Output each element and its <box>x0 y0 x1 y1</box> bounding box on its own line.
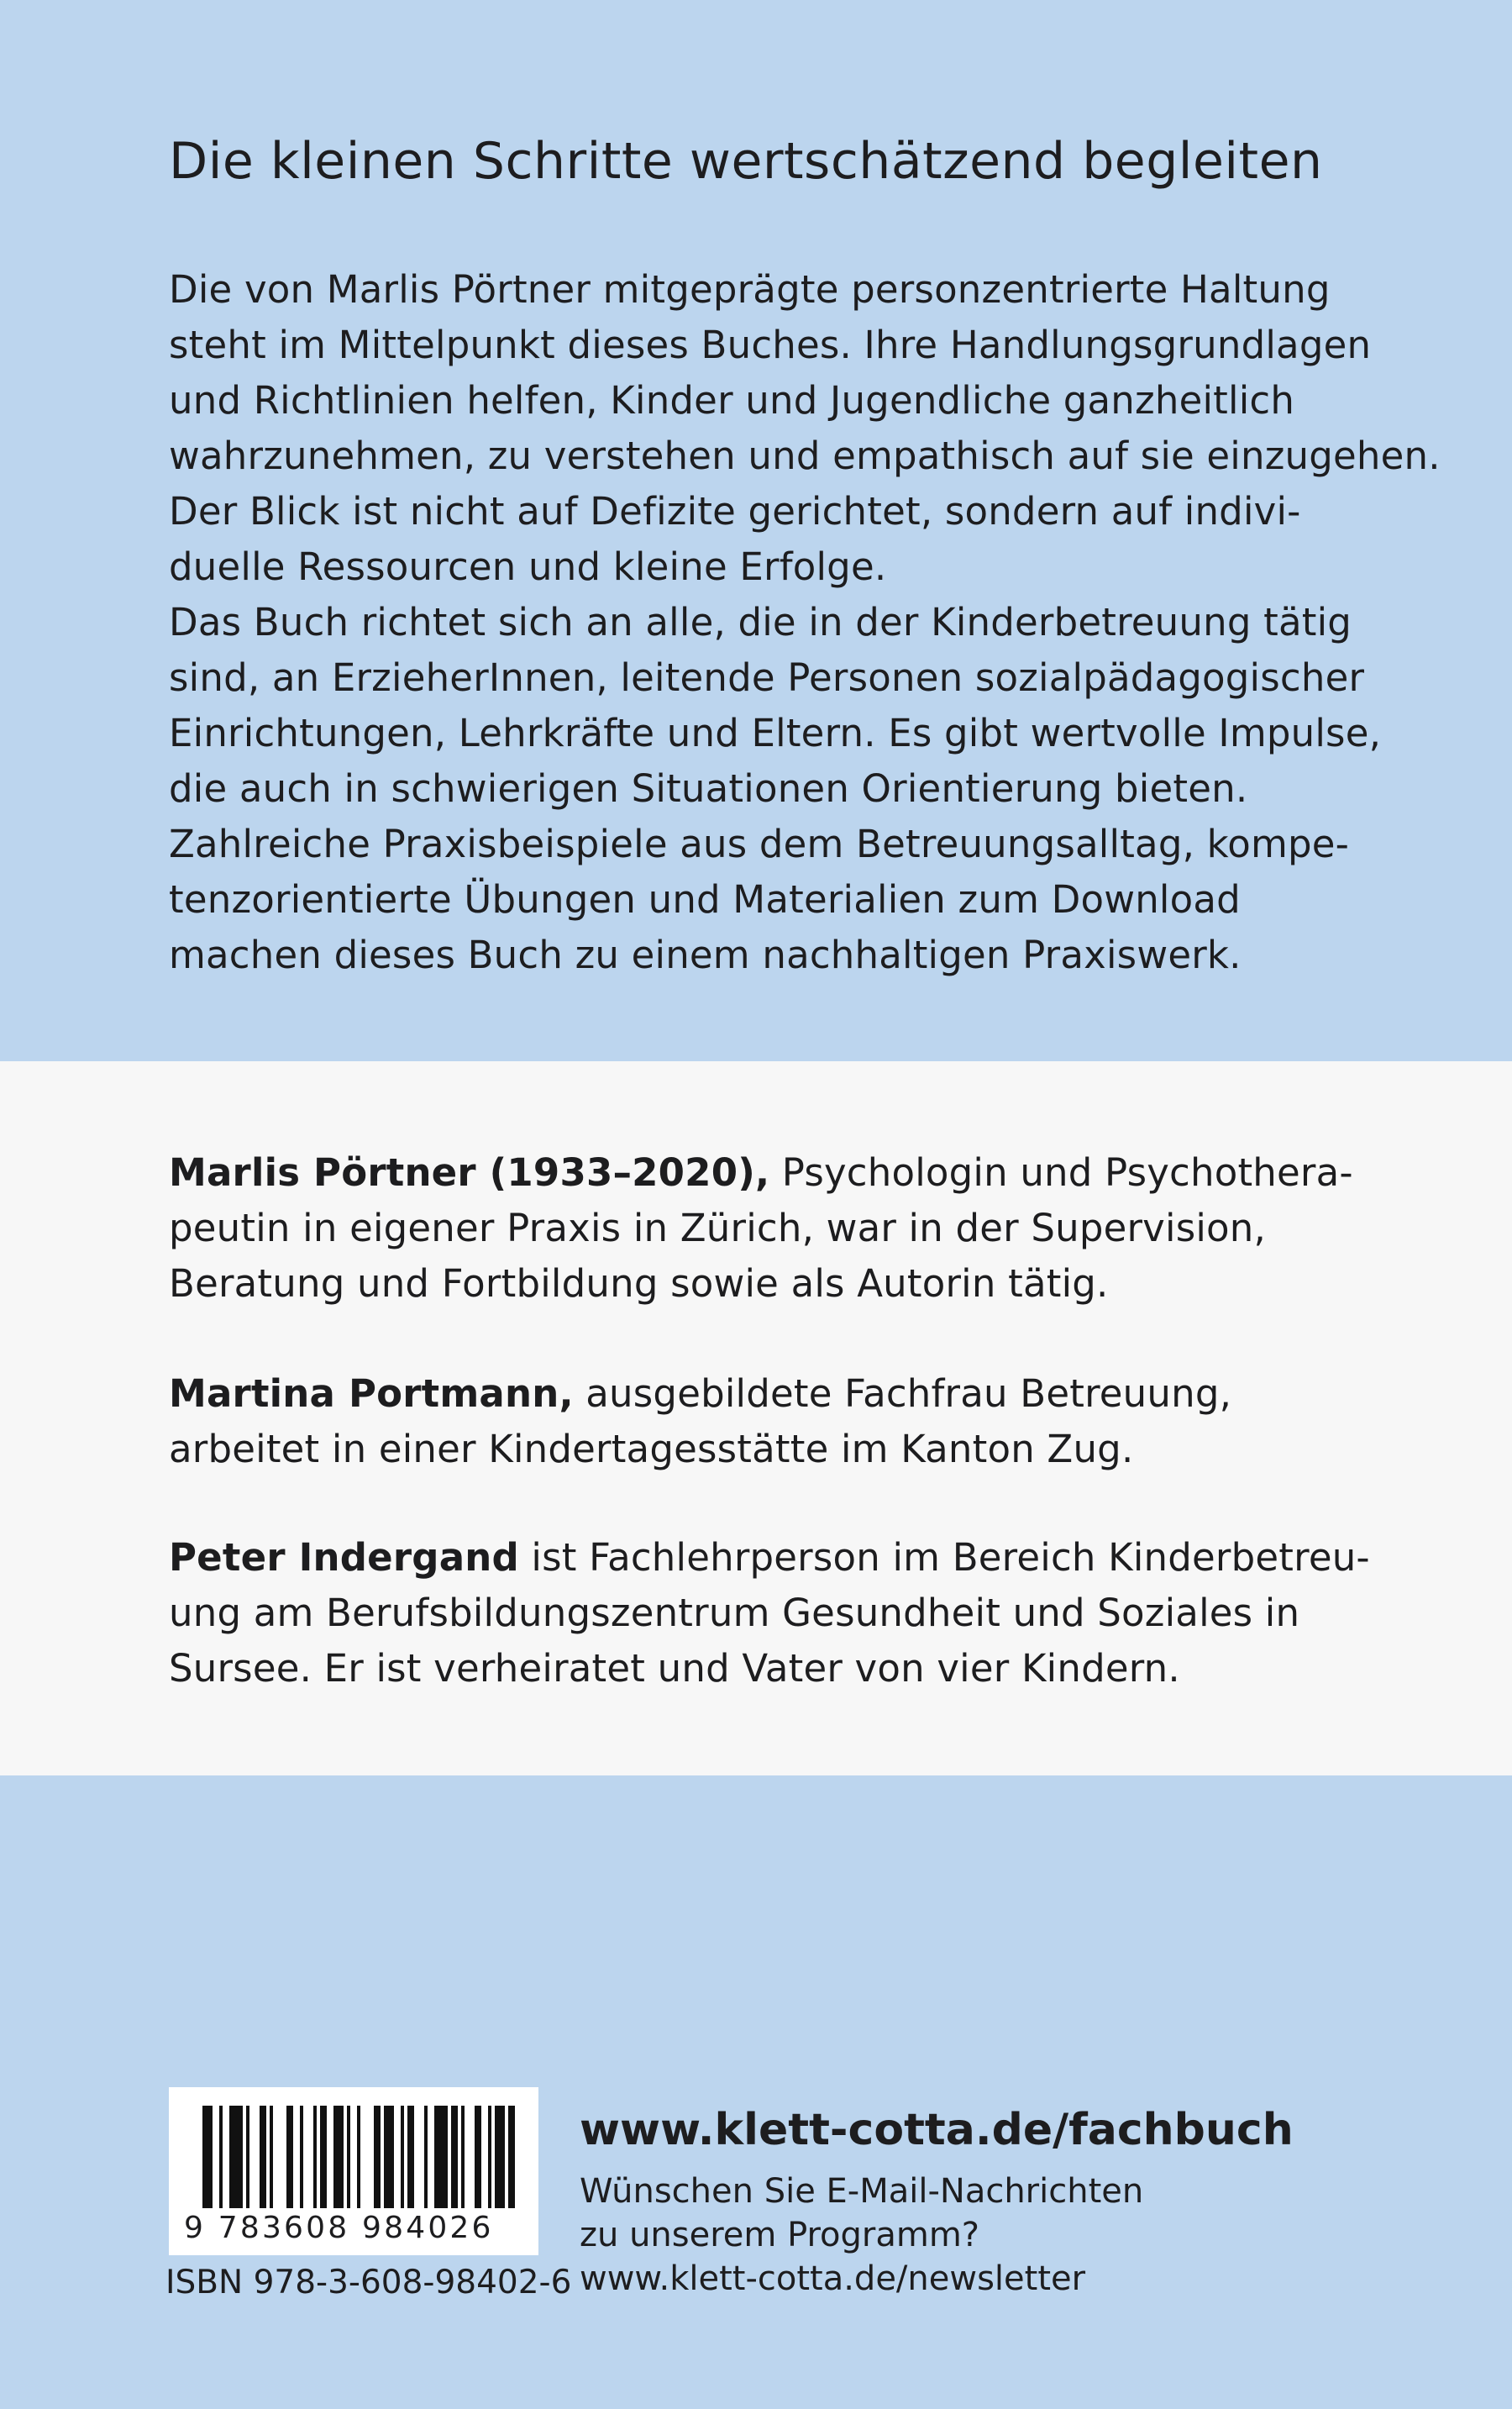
newsletter-text: zu unserem Programm? <box>580 2216 980 2254</box>
blurb-line: wahrzunehmen, zu verstehen und empathisch auf sie einzugehen. <box>169 434 1441 478</box>
barcode-bar <box>508 2106 515 2208</box>
blurb-line: machen dieses Buch zu einem nachhaltigen Praxiswerk. <box>169 933 1242 977</box>
barcode-bar <box>451 2106 458 2208</box>
author-bio-indergand <box>169 1530 1395 1696</box>
barcode-bar <box>260 2106 266 2208</box>
author-bio-line: Sursee. Er ist verheiratet und Vater von vier Kindern. <box>169 1646 1180 1691</box>
author-bio-text: Psychologin und Psychothera- <box>769 1150 1353 1195</box>
book-headline: Die kleinen Schritte wertschätzend begleiten <box>169 132 1323 191</box>
blurb-line: Das Buch richtet sich an alle, die in der Kinderbetreuung tätig <box>169 600 1352 644</box>
blurb-line: tenzorientierte Übungen und Materialien zum Download <box>169 877 1241 922</box>
barcode-bar <box>347 2106 350 2208</box>
author-name: Marlis Pörtner (1933–2020), <box>169 1150 770 1195</box>
author-bio-portmann <box>169 1366 1395 1477</box>
barcode-bar <box>461 2106 465 2208</box>
blurb-line: Die von Marlis Pörtner mitgeprägte personzentrierte Haltung <box>169 267 1331 312</box>
barcode-bar <box>229 2106 243 2208</box>
author-bio-line: ung am Berufsbildungszentrum Gesundheit und Soziales in <box>169 1591 1300 1635</box>
barcode-bar <box>475 2106 481 2208</box>
author-name: Martina Portmann, <box>169 1371 574 1416</box>
blurb-line: Zahlreiche Praxisbeispiele aus dem Betreuungsalltag, kompe- <box>169 822 1350 866</box>
author-bio-line: arbeitet in einer Kindertagesstätte im Kanton Zug. <box>169 1427 1134 1471</box>
barcode-bar <box>434 2106 448 2208</box>
isbn-number: ISBN 978-3-608-98402-6 <box>165 2264 572 2301</box>
blurb-line: die auch in schwierigen Situationen Orientierung bieten. <box>169 766 1248 811</box>
author-bio-text: ist Fachlehrperson im Bereich Kinderbetreu- <box>518 1535 1370 1580</box>
author-bio-text: ausgebildete Fachfrau Betreuung, <box>573 1371 1232 1416</box>
blurb-line: sind, an ErzieherInnen, leitende Personen sozialpädagogischer <box>169 655 1365 700</box>
barcode-bar <box>246 2106 249 2208</box>
barcode <box>169 2087 538 2255</box>
author-bio-line: peutin in eigener Praxis in Zürich, war in der Supervision, <box>169 1206 1267 1250</box>
newsletter-link[interactable]: www.klett-cotta.de/newsletter <box>580 2259 1086 2298</box>
barcode-bar <box>300 2106 303 2208</box>
author-name: Peter Indergand <box>169 1535 519 1580</box>
barcode-bar <box>357 2106 360 2208</box>
barcode-bar <box>270 2106 273 2208</box>
newsletter-text: Wünschen Sie E-Mail-Nachrichten <box>580 2172 1144 2211</box>
blurb-line: duelle Ressourcen und kleine Erfolge. <box>169 544 887 589</box>
barcode-bar <box>219 2106 223 2208</box>
barcode-bar <box>202 2106 213 2208</box>
blurb-text <box>169 262 1441 983</box>
barcode-bar <box>320 2106 327 2208</box>
barcode-bar <box>488 2106 491 2208</box>
barcode-bar <box>384 2106 394 2208</box>
newsletter-info <box>580 2170 1143 2301</box>
barcode-bar <box>401 2106 404 2208</box>
barcode-bar <box>495 2106 505 2208</box>
author-bio-poertner <box>169 1145 1395 1312</box>
barcode-bar <box>407 2106 414 2208</box>
blurb-line: Der Blick ist nicht auf Defizite gerichtet, sondern auf indivi- <box>169 489 1301 534</box>
barcode-bar <box>333 2106 344 2208</box>
barcode-digits: 9 783608 984026 <box>184 2211 494 2245</box>
blurb-line: steht im Mittelpunkt dieses Buches. Ihre Handlungsgrundlagen <box>169 323 1372 367</box>
publisher-website-link[interactable]: www.klett-cotta.de/fachbuch <box>580 2105 1294 2155</box>
barcode-bar <box>313 2106 317 2208</box>
authors-section <box>0 1061 1512 1775</box>
barcode-bar <box>286 2106 293 2208</box>
blurb-line: Einrichtungen, Lehrkräfte und Eltern. Es gibt wertvolle Impulse, <box>169 711 1382 755</box>
blurb-line: und Richtlinien helfen, Kinder und Jugendliche ganzheitlich <box>169 378 1295 423</box>
blurb-section <box>0 0 1512 1061</box>
author-bio-line: Beratung und Fortbildung sowie als Autorin tätig. <box>169 1261 1109 1306</box>
barcode-bar <box>374 2106 381 2208</box>
barcode-bar <box>424 2106 428 2208</box>
